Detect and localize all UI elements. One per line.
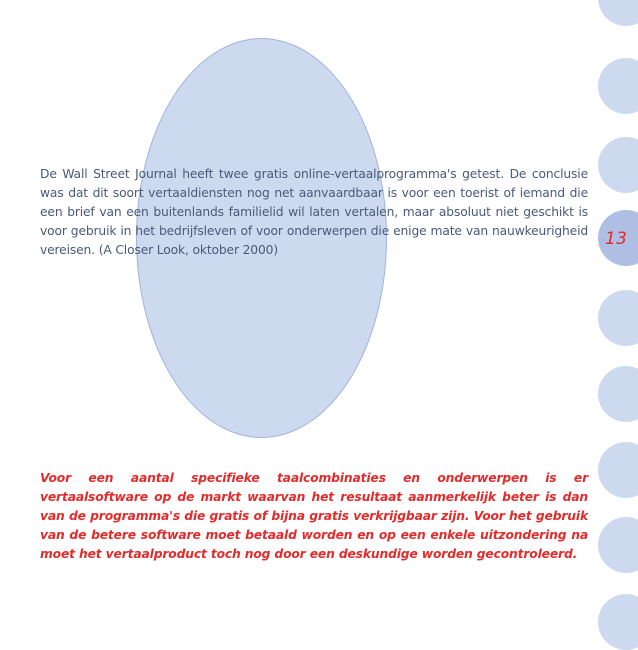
highlight-paragraph: Voor een aantal specifieke taalcombinaties en onderwerpen is er vertaalsoftware op de markt waarvan het resultaat aanmerkelijk beter is dan van de programma's die gratis of bijna gratis verkrijgbaar zijn. Voor het gebruik van de betere software moet betaald worden en op een enkele uitzondering na moet het vertaalproduct toch nog door een deskundige worden gecontroleerd. [40,471,588,562]
page-edge-tab [598,0,638,26]
page-edge-tab [598,58,638,114]
page-number: 13 [605,229,628,249]
page-edge-tab [598,290,638,346]
page-edge-tab [598,594,638,650]
page-edge-tab [598,366,638,422]
page-edge-tab [598,517,638,573]
page-edge-tab [598,137,638,193]
body-paragraph: De Wall Street Journal heeft twee gratis online-vertaalprogramma's getest. De conclusie was dat dit soort vertaaldiensten nog net aanvaardbaar is voor een toerist of iemand die een brief van een buitenlands familielid wil laten vertalen, maar absoluut niet geschikt is voor gebruik in het bedrijfsleven of voor onderwerpen die enige mate van nauwkeurigheid vereisen. (A Closer Look, oktober 2000) [40,167,588,258]
page-edge-tab [598,442,638,498]
